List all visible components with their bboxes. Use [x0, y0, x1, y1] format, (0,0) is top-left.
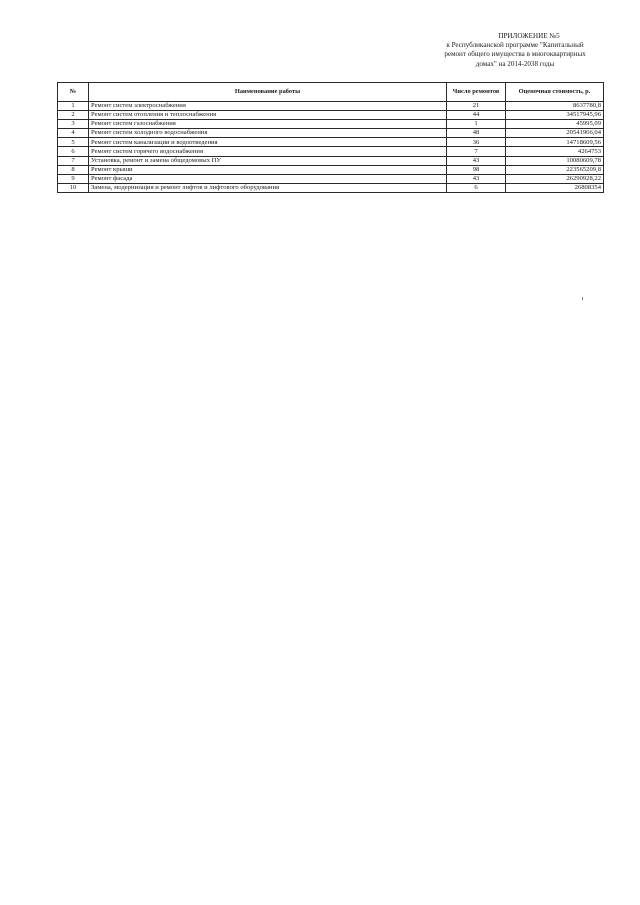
repair-count-cell: 36 — [447, 138, 506, 147]
row-number-cell: 1 — [58, 102, 89, 111]
table-row — [58, 102, 604, 111]
estimated-cost-cell: 26808354 — [506, 183, 604, 192]
appendix-subtitle-line-1: к Республиканской программе "Капитальный — [446, 41, 584, 50]
works-table — [57, 82, 604, 193]
work-name-cell: Ремонт систем горячего водоснабжения — [89, 147, 447, 156]
appendix-title: ПРИЛОЖЕНИЕ №5 — [498, 32, 560, 40]
row-number-cell: 4 — [58, 129, 89, 138]
row-number-cell: 5 — [58, 138, 89, 147]
appendix-subtitle-line-3: домах" на 2014-2038 годы — [475, 59, 555, 68]
table-body — [58, 102, 604, 193]
row-number-cell: 10 — [58, 183, 89, 192]
table-row — [58, 120, 604, 129]
estimated-cost-cell: 14718609,56 — [506, 138, 604, 147]
work-name-cell: Установка, ремонт и замена общедомовых ПУ — [89, 156, 447, 165]
appendix-subtitle-line-2: ремонт общего имущества в многоквартирных — [444, 50, 586, 59]
work-name-cell: Замена, модернизация и ремонт лифтов и лифтового оборудования — [89, 183, 447, 192]
estimated-cost-cell: 26290928,22 — [506, 174, 604, 183]
column-header-work-name: Наименование работы — [89, 83, 447, 102]
appendix-header — [400, 32, 630, 69]
table-row — [58, 129, 604, 138]
table-row — [58, 147, 604, 156]
repair-count-cell: 1 — [447, 120, 506, 129]
row-number-cell: 2 — [58, 111, 89, 120]
repair-count-cell: 48 — [447, 129, 506, 138]
work-name-cell: Ремонт систем холодного водоснабжения — [89, 129, 447, 138]
table-row — [58, 183, 604, 192]
table-row — [58, 174, 604, 183]
estimated-cost-cell: 223565209,8 — [506, 165, 604, 174]
work-name-cell: Ремонт систем газоснабжения — [89, 120, 447, 129]
table-row — [58, 165, 604, 174]
row-number-cell: 3 — [58, 120, 89, 129]
repair-count-cell: 21 — [447, 102, 506, 111]
row-number-cell: 6 — [58, 147, 89, 156]
scan-artifact — [582, 297, 583, 300]
table-row — [58, 138, 604, 147]
estimated-cost-cell: 34517945,96 — [506, 111, 604, 120]
column-header-number: № — [58, 83, 89, 102]
row-number-cell: 8 — [58, 165, 89, 174]
work-name-cell: Ремонт систем отопления и теплоснабжения — [89, 111, 447, 120]
repair-count-cell: 6 — [447, 183, 506, 192]
repair-count-cell: 7 — [447, 147, 506, 156]
table-row — [58, 111, 604, 120]
work-name-cell: Ремонт систем электроснабжения — [89, 102, 447, 111]
estimated-cost-cell: 20541966,04 — [506, 129, 604, 138]
estimated-cost-cell: 45995,09 — [506, 120, 604, 129]
table-row — [58, 156, 604, 165]
repair-count-cell: 43 — [447, 174, 506, 183]
estimated-cost-cell: 10080609,78 — [506, 156, 604, 165]
row-number-cell: 7 — [58, 156, 89, 165]
repair-count-cell: 44 — [447, 111, 506, 120]
table-header-row — [58, 83, 604, 102]
column-header-estimated-cost: Оценочная стоимость, р. — [506, 83, 604, 102]
row-number-cell: 9 — [58, 174, 89, 183]
work-name-cell: Ремонт крыши — [89, 165, 447, 174]
estimated-cost-cell: 8637780,8 — [506, 102, 604, 111]
work-name-cell: Ремонт систем канализации и водоотведения — [89, 138, 447, 147]
estimated-cost-cell: 4264753 — [506, 147, 604, 156]
column-header-repair-count: Число ремонтов — [447, 83, 506, 102]
repair-count-cell: 98 — [447, 165, 506, 174]
work-name-cell: Ремонт фасада — [89, 174, 447, 183]
repair-count-cell: 43 — [447, 156, 506, 165]
